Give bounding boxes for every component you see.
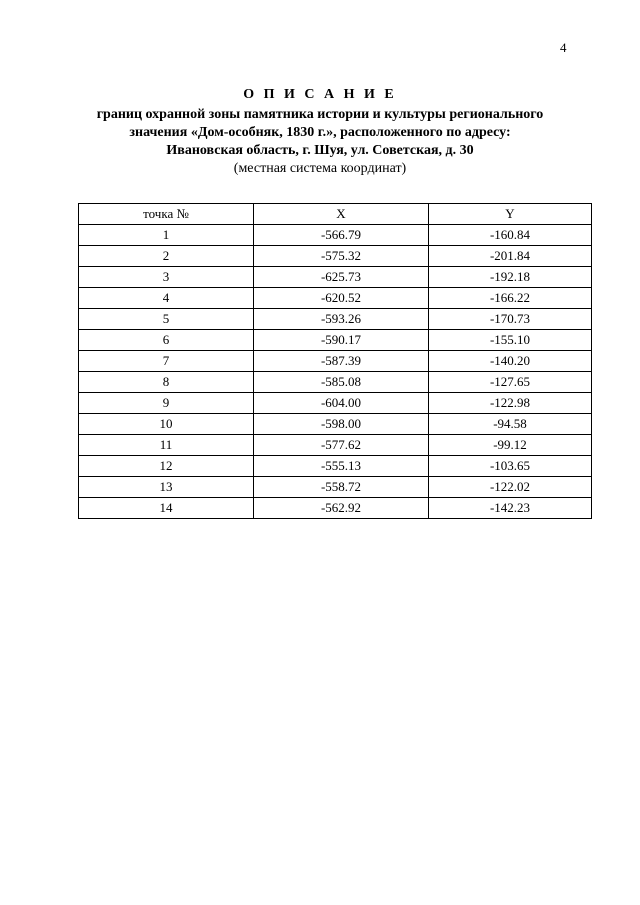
coordinate-system-note: (местная система координат) [233, 161, 407, 176]
heading-line-1: границ охранной зоны памятника истории и культуры регионального [96, 107, 544, 122]
cell-point-number: 10 [79, 414, 254, 435]
cell-point-number: 1 [79, 225, 254, 246]
table-row [79, 267, 592, 288]
cell-point-number: 7 [79, 351, 254, 372]
cell-point-number: 12 [79, 456, 254, 477]
page-number: 4 [560, 40, 567, 55]
heading-line-2: значения «Дом-особняк, 1830 г.», расположенного по адресу: [129, 125, 511, 140]
cell-y: -166.22 [429, 288, 592, 309]
document-title: О П И С А Н И Е [243, 87, 397, 102]
cell-point-number: 8 [79, 372, 254, 393]
table-body [79, 225, 592, 519]
cell-x: -604.00 [254, 393, 429, 414]
coordinates-table [78, 203, 592, 519]
cell-y: -142.23 [429, 498, 592, 519]
table-row [79, 225, 592, 246]
cell-y: -122.02 [429, 477, 592, 498]
table-row [79, 372, 592, 393]
column-header-point: точка № [79, 204, 254, 225]
cell-x: -585.08 [254, 372, 429, 393]
column-header-x: X [254, 204, 429, 225]
table-row [79, 477, 592, 498]
cell-y: -94.58 [429, 414, 592, 435]
cell-x: -593.26 [254, 309, 429, 330]
cell-point-number: 14 [79, 498, 254, 519]
cell-x: -587.39 [254, 351, 429, 372]
table-row [79, 456, 592, 477]
cell-point-number: 5 [79, 309, 254, 330]
cell-point-number: 4 [79, 288, 254, 309]
table-header-row [79, 204, 592, 225]
cell-y: -155.10 [429, 330, 592, 351]
cell-x: -558.72 [254, 477, 429, 498]
cell-y: -127.65 [429, 372, 592, 393]
cell-point-number: 3 [79, 267, 254, 288]
cell-x: -620.52 [254, 288, 429, 309]
table-row [79, 246, 592, 267]
cell-point-number: 13 [79, 477, 254, 498]
cell-y: -103.65 [429, 456, 592, 477]
cell-y: -201.84 [429, 246, 592, 267]
column-header-y: Y [429, 204, 592, 225]
table-row [79, 288, 592, 309]
cell-x: -555.13 [254, 456, 429, 477]
cell-x: -590.17 [254, 330, 429, 351]
cell-y: -170.73 [429, 309, 592, 330]
cell-point-number: 9 [79, 393, 254, 414]
cell-y: -160.84 [429, 225, 592, 246]
table-row [79, 351, 592, 372]
document-heading [0, 86, 640, 178]
cell-y: -140.20 [429, 351, 592, 372]
cell-point-number: 6 [79, 330, 254, 351]
table-row [79, 393, 592, 414]
cell-point-number: 2 [79, 246, 254, 267]
table-row [79, 414, 592, 435]
cell-x: -575.32 [254, 246, 429, 267]
heading-line-3: Ивановская область, г. Шуя, ул. Советская, д. 30 [166, 143, 474, 158]
table-row [79, 498, 592, 519]
cell-x: -598.00 [254, 414, 429, 435]
cell-x: -566.79 [254, 225, 429, 246]
cell-x: -577.62 [254, 435, 429, 456]
cell-y: -122.98 [429, 393, 592, 414]
cell-point-number: 11 [79, 435, 254, 456]
cell-y: -192.18 [429, 267, 592, 288]
table-row [79, 435, 592, 456]
cell-x: -562.92 [254, 498, 429, 519]
cell-x: -625.73 [254, 267, 429, 288]
table-row [79, 330, 592, 351]
cell-y: -99.12 [429, 435, 592, 456]
table-row [79, 309, 592, 330]
